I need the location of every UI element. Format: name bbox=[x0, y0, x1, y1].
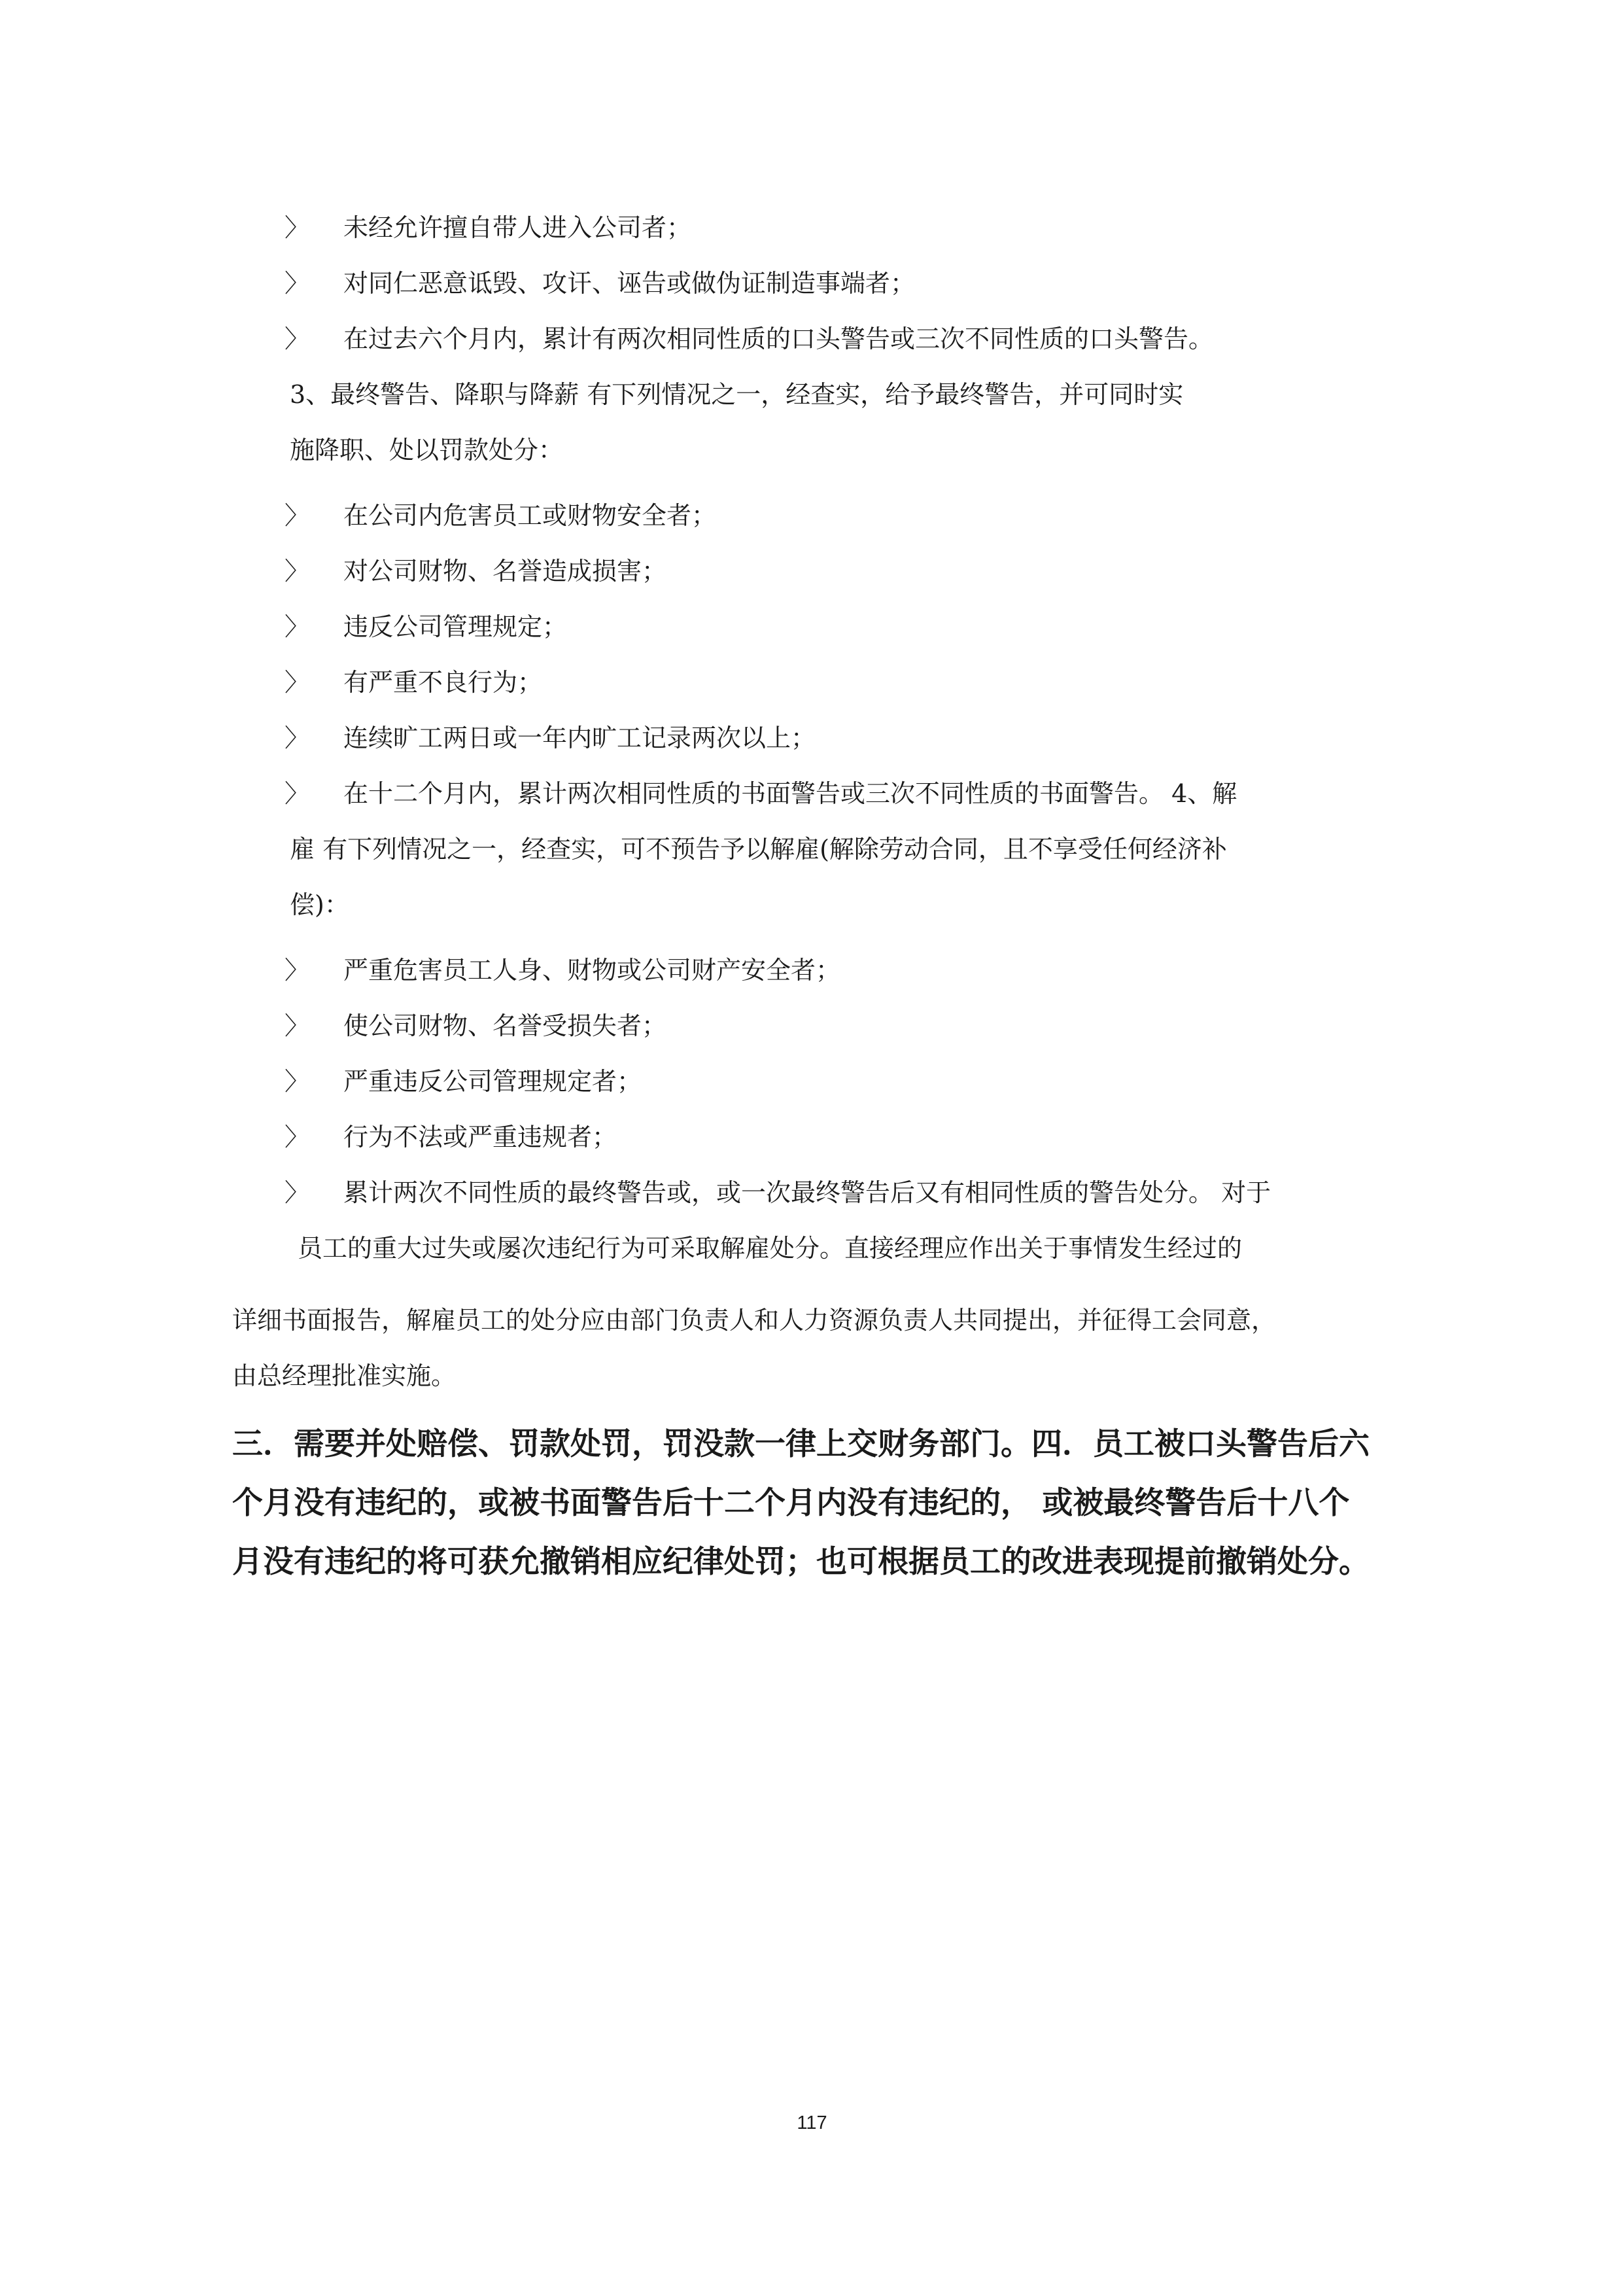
section-4-heading: 雇 有下列情况之一，经查实，可不预告予以解雇(解除劳动合同，且不享受任何经济补 bbox=[290, 835, 1227, 864]
bullet-marker: 〉 bbox=[285, 324, 310, 353]
list-item: 严重违反公司管理规定者； bbox=[343, 1067, 642, 1096]
bullet-marker: 〉 bbox=[285, 557, 310, 586]
page-number: 117 bbox=[797, 2112, 827, 2133]
bullet-marker: 〉 bbox=[285, 213, 310, 242]
bold-paragraph-line: 个月没有违纪的，或被书面警告后十二个月内没有违纪的， 或被最终警告后十八个 bbox=[232, 1485, 1350, 1521]
list-item: 在十二个月内，累计两次相同性质的书面警告或三次不同性质的书面警告。 4、解 bbox=[343, 779, 1237, 808]
paragraph-line: 员工的重大过失或屡次违纪行为可采取解雇处分。直接经理应作出关于事情发生经过的 bbox=[298, 1234, 1243, 1263]
bullet-marker: 〉 bbox=[285, 1123, 310, 1151]
list-item: 累计两次不同性质的最终警告或，或一次最终警告后又有相同性质的警告处分。 对于 bbox=[343, 1178, 1271, 1207]
bullet-marker: 〉 bbox=[285, 612, 310, 641]
bullet-marker: 〉 bbox=[285, 956, 310, 985]
list-item: 使公司财物、名誉受损失者； bbox=[343, 1011, 667, 1040]
list-item: 在公司内危害员工或财物安全者； bbox=[343, 501, 717, 530]
bold-paragraph-line: 三．需要并处赔偿、罚款处罚，罚没款一律上交财务部门。四．员工被口头警告后六 bbox=[232, 1426, 1370, 1462]
bullet-marker: 〉 bbox=[285, 269, 310, 298]
bullet-marker: 〉 bbox=[285, 779, 310, 808]
bullet-marker: 〉 bbox=[285, 501, 310, 530]
list-item: 有严重不良行为； bbox=[343, 668, 543, 697]
section-3-heading-cont: 施降职、处以罚款处分： bbox=[290, 436, 564, 464]
bold-paragraph-line: 月没有违纪的将可获允撤销相应纪律处罚；也可根据员工的改进表现提前撤销处分。 bbox=[232, 1544, 1370, 1580]
list-item: 违反公司管理规定； bbox=[343, 612, 568, 641]
list-item: 在过去六个月内，累计有两次相同性质的口头警告或三次不同性质的口头警告。 bbox=[343, 324, 1214, 353]
bullet-marker: 〉 bbox=[285, 668, 310, 697]
list-item: 对同仁恶意诋毁、攻讦、诬告或做伪证制造事端者； bbox=[343, 269, 916, 298]
section-4-heading-cont: 偿)： bbox=[290, 890, 349, 919]
paragraph-line: 详细书面报告，解雇员工的处分应由部门负责人和人力资源负责人共同提出，并征得工会同意， bbox=[232, 1306, 1277, 1335]
bullet-marker: 〉 bbox=[285, 1178, 310, 1207]
bullet-marker: 〉 bbox=[285, 724, 310, 752]
list-item: 行为不法或严重违规者； bbox=[343, 1123, 617, 1151]
bullet-marker: 〉 bbox=[285, 1011, 310, 1040]
paragraph-line: 由总经理批准实施。 bbox=[232, 1361, 457, 1390]
list-item: 对公司财物、名誉造成损害； bbox=[343, 557, 667, 586]
list-item: 连续旷工两日或一年内旷工记录两次以上； bbox=[343, 724, 816, 752]
list-item: 严重危害员工人身、财物或公司财产安全者； bbox=[343, 956, 841, 985]
section-3-heading: 3、最终警告、降职与降薪 有下列情况之一，经查实，给予最终警告，并可同时实 bbox=[290, 380, 1184, 409]
list-item: 未经允许擅自带人进入公司者； bbox=[343, 213, 692, 242]
bullet-marker: 〉 bbox=[285, 1067, 310, 1096]
